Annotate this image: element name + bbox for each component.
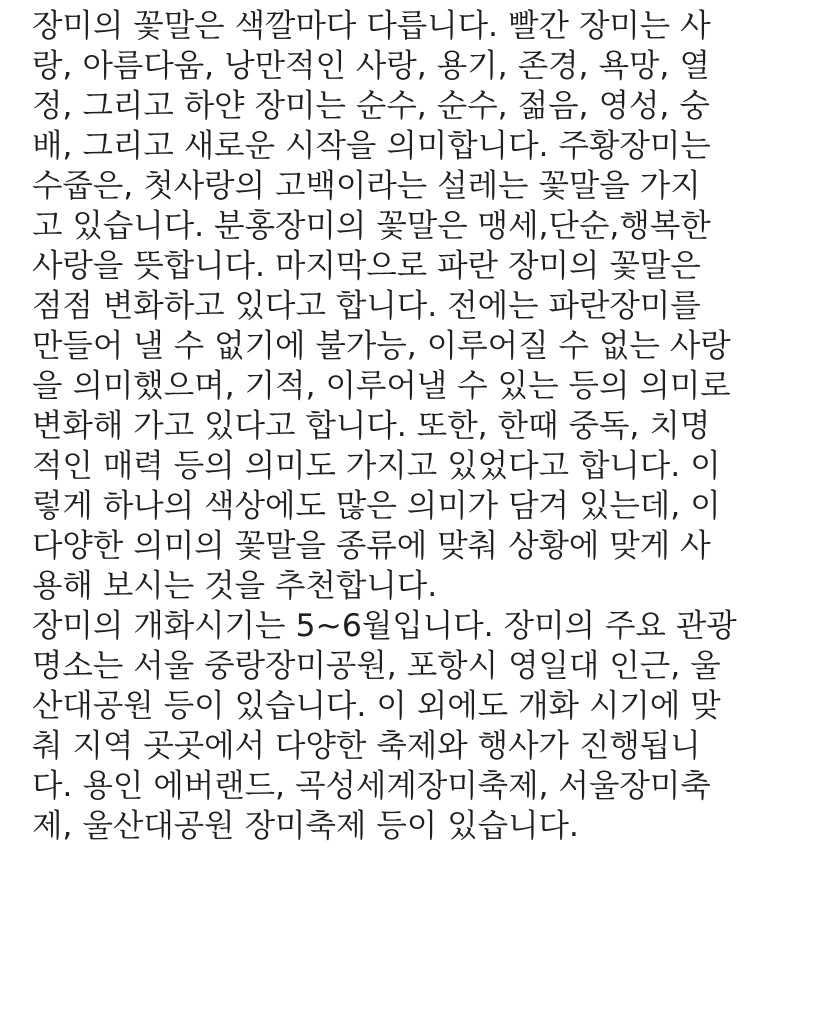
text-line: 정, 그리고 하얀 장미는 순수, 순수, 젊음, 영성, 숭 bbox=[32, 88, 710, 124]
text-line: 다. 용인 에버랜드, 곡성세계장미축제, 서울장미축 bbox=[32, 768, 711, 804]
text-line: 점점 변화하고 있다고 합니다. 전에는 파란장미를 bbox=[32, 288, 701, 324]
text-line: 랑, 아름다움, 낭만적인 사랑, 용기, 존경, 욕망, 열 bbox=[32, 48, 710, 84]
text-line: 을 의미했으며, 기적, 이루어낼 수 있는 등의 의미로 bbox=[32, 368, 731, 404]
text-line: 고 있습니다. 분홍장미의 꽃말은 맹세,단순,행복한 bbox=[32, 208, 711, 244]
text-line: 수줍은, 첫사랑의 고백이라는 설레는 꽃말을 가지 bbox=[32, 168, 701, 204]
text-line: 적인 매력 등의 의미도 가지고 있었다고 합니다. 이 bbox=[32, 448, 721, 484]
text-line: 춰 지역 곳곳에서 다양한 축제와 행사가 진행됩니 bbox=[32, 728, 701, 764]
text-line: 용해 보시는 것을 추천합니다. bbox=[32, 568, 438, 604]
text-line: 산대공원 등이 있습니다. 이 외에도 개화 시기에 맞 bbox=[32, 688, 721, 724]
text-line: 다양한 의미의 꽃말을 종류에 맞춰 상황에 맞게 사 bbox=[32, 528, 711, 564]
text-line: 장미의 개화시기는 5~6월입니다. 장미의 주요 관광 bbox=[32, 608, 737, 644]
text-line: 제, 울산대공원 장미축제 등이 있습니다. bbox=[32, 808, 579, 844]
text-line: 명소는 서울 중랑장미공원, 포항시 영일대 인근, 울 bbox=[32, 648, 721, 684]
text-line: 장미의 꽃말은 색깔마다 다릅니다. 빨간 장미는 사 bbox=[32, 8, 711, 44]
text-line: 변화해 가고 있다고 합니다. 또한, 한때 중독, 치명 bbox=[32, 408, 711, 444]
text-line: 렇게 하나의 색상에도 많은 의미가 담겨 있는데, 이 bbox=[32, 488, 721, 524]
text-line: 사랑을 뜻합니다. 마지막으로 파란 장미의 꽃말은 bbox=[32, 248, 701, 284]
text-line: 만들어 낼 수 없기에 불가능, 이루어질 수 없는 사랑 bbox=[32, 328, 731, 364]
text-line: 배, 그리고 새로운 시작을 의미합니다. 주황장미는 bbox=[32, 128, 711, 164]
